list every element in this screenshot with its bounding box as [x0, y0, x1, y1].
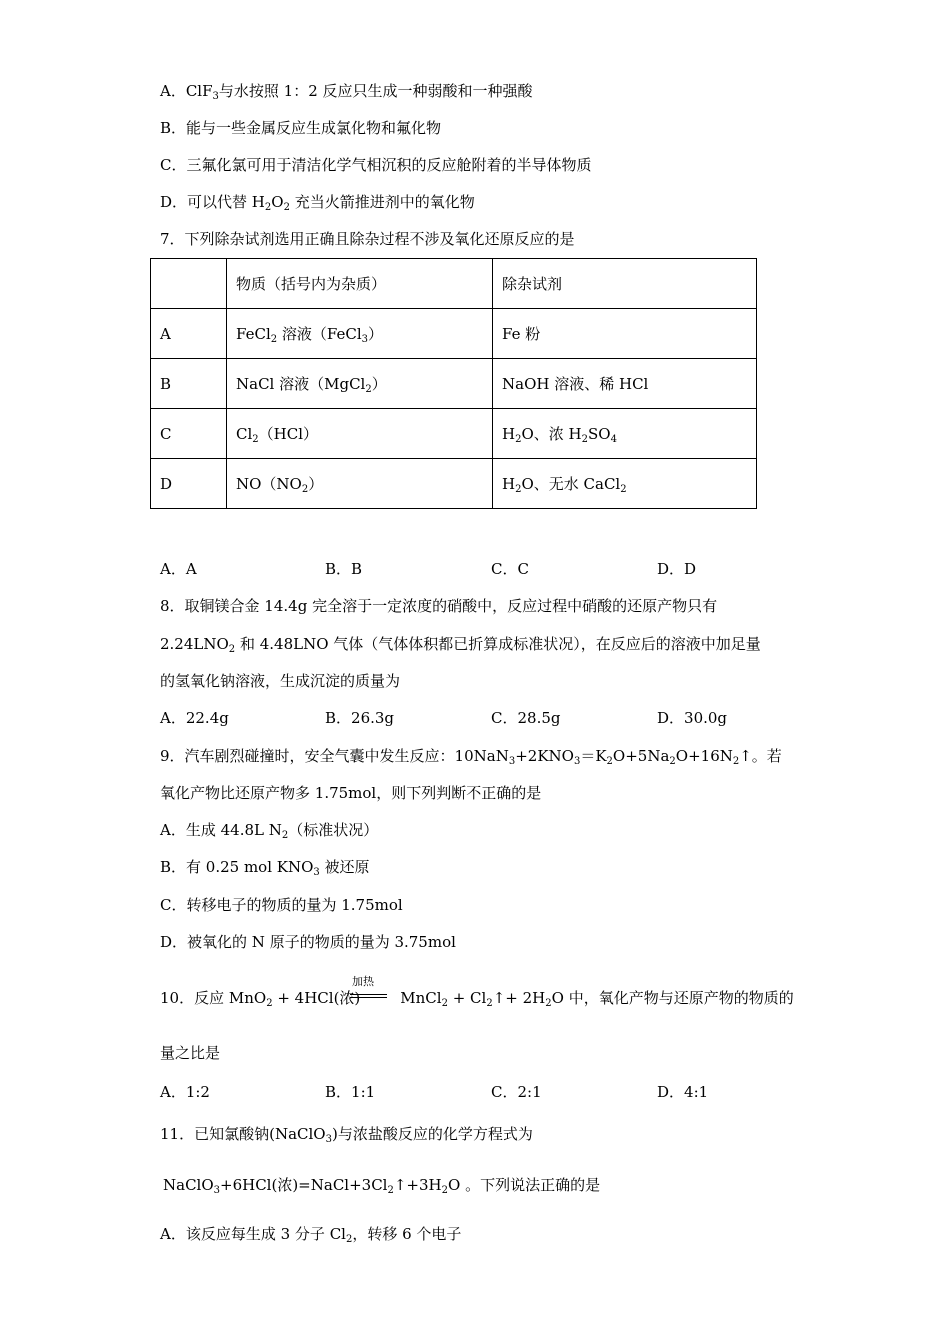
reagent-cell: Fe 粉 — [493, 309, 757, 359]
q6-option-c: C．三氟化氯可用于清洁化学气相沉积的反应舱附着的半导体物质 — [160, 156, 592, 174]
reaction-condition: 加热 — [352, 975, 374, 988]
substance-cell: NaCl 溶液（MgCl$_2$） — [227, 359, 493, 409]
substance-cell: $NO(NO_2)$ — [227, 459, 493, 509]
table-header-row — [151, 259, 757, 309]
row-key: D — [151, 459, 227, 509]
reagent-cell: $H_2O$、浓 $H_2SO_4$ — [493, 409, 757, 459]
q9-stem-line1: 9．汽车剧烈碰撞时，安全气囊中发生反应：$10NaN_3+2KNO_3=K_2O+5Na_2O+16N_2↑$。若 — [160, 747, 782, 767]
q11-option-a: A．该反应每生成 3 分子 $Cl_2$，转移 6 个电子 — [160, 1225, 462, 1245]
substance-cell: $Cl_2(HCl)$ — [227, 409, 493, 459]
q9-option-c: C．转移电子的物质的量为 1.75mol — [160, 896, 403, 914]
q9-option-d: D．被氧化的 N 原子的物质的量为 3.75mol — [160, 933, 456, 951]
q7-choice-a: A．A — [160, 560, 197, 578]
q10-choice-b: B．1:1 — [325, 1083, 376, 1101]
q9-stem-line2: 氧化产物比还原产物多 1.75mol，则下列判断不正确的是 — [160, 784, 542, 802]
q9-option-b: B．有 0.25 mol $KNO_3$ 被还原 — [160, 858, 370, 878]
q11-stem-line1: 11．已知氯酸钠(NaClO$_3$)与浓盐酸反应的化学方程式为 — [160, 1125, 533, 1145]
q10-choice-d: D．4:1 — [657, 1083, 709, 1101]
q7-stem: 7．下列除杂试剂选用正确且除杂过程不涉及氧化还原反应的是 — [160, 230, 575, 248]
q8-choice-b: B．26.3g — [325, 709, 395, 727]
row-key: A — [151, 309, 227, 359]
q10-stem-line1: 10．反应 MnO$_2$ + 4HCl(浓) MnCl$_2$ + $Cl_2↑+ 2H_2O$ 中，氧化产物与还原产物的物质的 — [160, 989, 794, 1009]
q7-choice-b: B．B — [325, 560, 363, 578]
q8-stem-line1: 8．取铜镁合金 14.4g 完全溶于一定浓度的硝酸中，反应过程中硝酸的还原产物只有 — [160, 597, 718, 615]
q8-choice-d: D．30.0g — [657, 709, 728, 727]
q7-table — [150, 258, 757, 509]
row-key: B — [151, 359, 227, 409]
row-key: C — [151, 409, 227, 459]
q6-option-a: A．ClF$_3$与水按照 1：2 反应只生成一种弱酸和一种强酸 — [160, 82, 533, 102]
q11-equation: NaClO$_3$+6HCl(浓)$=NaCl+3Cl_2↑+3H_2O$ 。下列说法正确的是 — [163, 1176, 601, 1196]
q6-option-d: D．可以代替 $H_2O_2$ 充当火箭推进剂中的氧化物 — [160, 193, 475, 213]
q8-choice-a: A．22.4g — [160, 709, 229, 727]
q10-stem-line2: 量之比是 — [160, 1044, 221, 1062]
q10-choice-a: A．1:2 — [160, 1083, 210, 1101]
table-row — [151, 459, 757, 509]
q9-option-a: A．生成 44.8L $N_2$（标准状况） — [160, 821, 379, 841]
table-row — [151, 359, 757, 409]
reagent-cell: NaOH 溶液、稀 HCl — [493, 359, 757, 409]
q6-option-b: B．能与一些金属反应生成氯化物和氟化物 — [160, 119, 442, 137]
q10-choice-c: C．2:1 — [491, 1083, 542, 1101]
table-header-cell: 除杂试剂 — [493, 259, 757, 309]
table-header-cell: 物质（括号内为杂质） — [227, 259, 493, 309]
q7-choice-c: C．C — [491, 560, 529, 578]
q8-stem-line2: $2.24LNO_2$ 和 4.48LNO 气体（气体体积都已折算成标准状况），在反应后的溶液中加足量 — [160, 635, 761, 655]
q8-choice-c: C．28.5g — [491, 709, 561, 727]
table-row — [151, 409, 757, 459]
substance-cell: FeCl$_2$ 溶液（FeCl$_3$） — [227, 309, 493, 359]
q7-choice-d: D．D — [657, 560, 697, 578]
table-row — [151, 309, 757, 359]
q8-stem-line3: 的氢氧化钠溶液，生成沉淀的质量为 — [160, 672, 401, 690]
reagent-cell: $H_2O$、无水 CaCl$_2$ — [493, 459, 757, 509]
table-header-cell — [151, 259, 227, 309]
